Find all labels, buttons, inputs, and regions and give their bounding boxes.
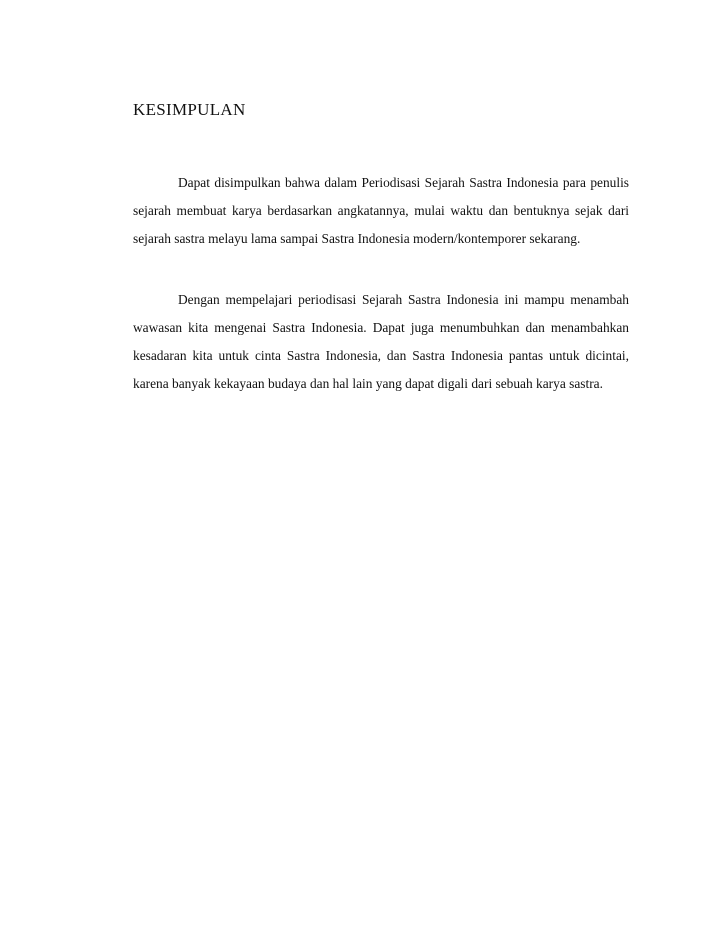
paragraph-block-2	[133, 286, 629, 398]
paragraph-2: Dengan mempelajari periodisasi Sejarah Sastra Indonesia ini mampu menambah wawasan kita mengenai Sastra Indonesia. Dapat juga menumbuhkan dan menambahkan kesadaran kita untuk cinta Sastra Indonesia, dan Sastra Indonesia pantas untuk dicintai, karena banyak kekayaan budaya dan hal lain yang dapat digali dari sebuah karya sastra.	[133, 292, 629, 391]
page-title: KESIMPULAN	[133, 100, 246, 119]
paragraph-block-1	[133, 169, 629, 253]
paragraph-1: Dapat disimpulkan bahwa dalam Periodisasi Sejarah Sastra Indonesia para penulis sejarah membuat karya berdasarkan angkatannya, mulai waktu dan bentuknya sejak dari sejarah sastra melayu lama sampai Sastra Indonesia modern/kontemporer sekarang.	[133, 175, 629, 246]
